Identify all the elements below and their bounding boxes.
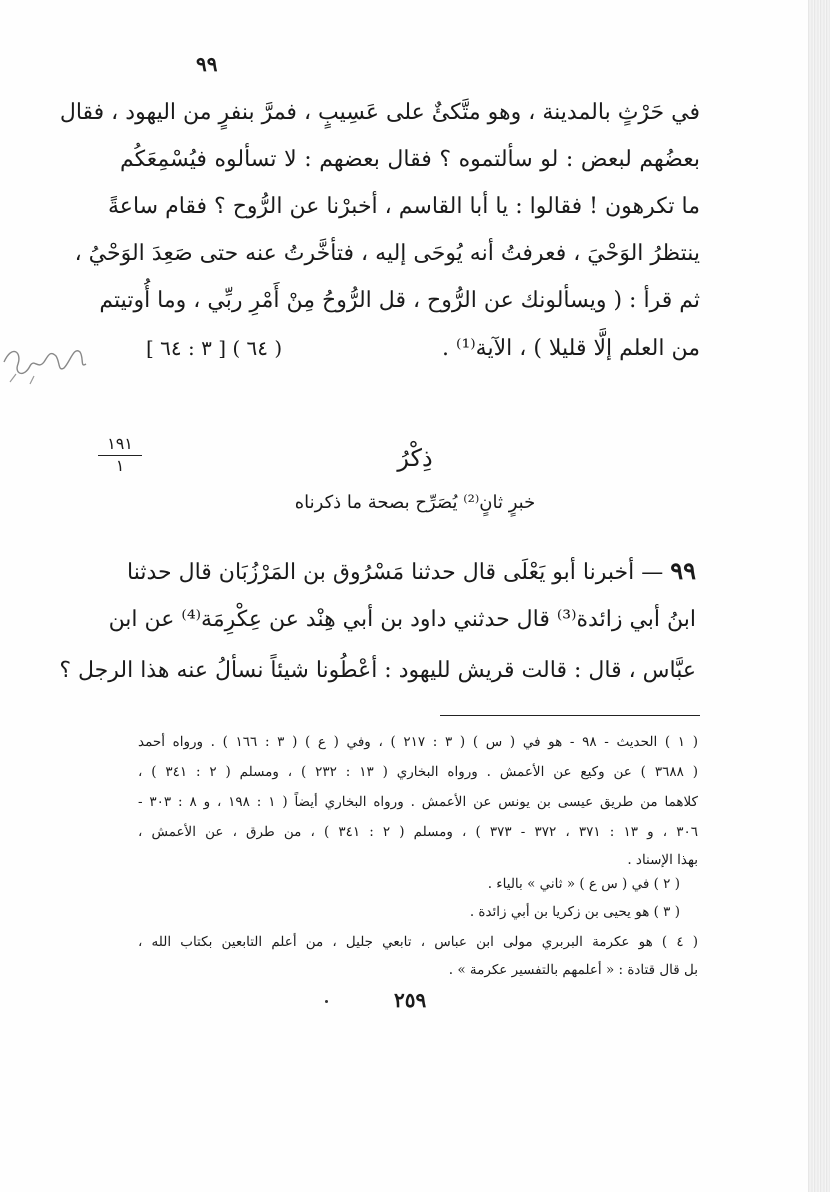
body-line: ثم قرأ : ( ويسألونك عن الرُّوح ، قل الرُّوحُ مِنْ أَمْرِ ربِّي ، وما أُوتيتم [99, 288, 700, 313]
footnote-line: ( ٢ ) في ( س ع ) « ثاني » بالياء . [487, 876, 680, 892]
verse-reference: ( ٦٤ ) [ ٣ : ٦٤ ] [146, 336, 283, 360]
hadith-line-text: — أخبرنا أبو يَعْلَى قال حدثنا مَسْرُوق بن المَرْزُبَان قال حدثنا [126, 560, 664, 585]
body-line: من العلم إلَّا قليلا ) ، الآية⁽¹⁾ . [442, 336, 700, 361]
section-subtitle: خبرٍ ثانٍ⁽²⁾ يُصَرِّح بصحة ما ذكرناه [294, 492, 536, 513]
body-line: ينتظرُ الوَحْيَ ، فعرفتُ أنه يُوحَى إليه ، فتأخَّرتُ عنه حتى صَعِدَ الوَحْيُ ، [74, 241, 700, 266]
hadith-line: عبَّاس ، قال : قالت قريش لليهود : أعْطُونا شيئاً نسألُ عنه هذا الرجل ؟ [59, 658, 696, 683]
margin-reference-bottom: ١ [115, 456, 125, 475]
footnote-line: بل قال قتادة : « أعلمهم بالتفسير عكرمة » . [448, 962, 698, 978]
footnote-line: كلاهما من طريق عيسى بن يونس عن الأعمش . ورواه البخاري أيضاً ( ١ : ١٩٨ ، و ٨ : ٣٠٣ - [138, 794, 698, 810]
footnote-line: ٣٠٦ ، و ١٣ : ٣٧١ ، ٣٧٢ - ٣٧٣ ) ، ومسلم ( ٢ : ٣٤١ ) ، من طرق ، عن الأعمش ، [138, 824, 698, 840]
hadith-number: ٩٩ [670, 556, 696, 585]
ink-dot [325, 1000, 328, 1003]
footnote-line: بهذا الإسناد . [627, 852, 698, 868]
top-page-number: ٩٩ [196, 52, 218, 76]
footnote-divider [440, 715, 700, 716]
footnote-line: ( ٣ ) هو يحيى بن زكريا بن أبي زائدة . [469, 904, 680, 920]
footnote-line: ( ١ ) الحديث - ٩٨ - هو في ( س ) ( ٣ : ٢١٧ ) ، وفي ( ع ) ( ٣ : ١٦٦ ) . ورواه أحمد [138, 734, 698, 750]
footnote-line: ( ٤ ) هو عكرمة البربري مولى ابن عباس ، تابعي جليل ، من أعلم التابعين بكتاب الله ، [138, 934, 698, 950]
bottom-page-number: ٢٥٩ [394, 988, 427, 1012]
body-line: في حَرْثٍ بالمدينة ، وهو متَّكئٌ على عَسِيبٍ ، فمرَّ بنفرٍ من اليهود ، فقال [59, 100, 700, 125]
footnote-line: ( ٣٦٨٨ ) عن وكيع عن الأعمش . ورواه البخاري ( ١٣ : ٢٣٢ ) ، ومسلم ( ٢ : ٣٤١ ) ، [138, 764, 698, 780]
hadith-line-first [126, 556, 696, 585]
margin-reference-top: ١٩١ [98, 434, 142, 456]
page-edge-shadow [808, 0, 830, 1192]
body-line: بعضُهم لبعض : لو سألتموه ؟ فقال بعضهم : لا تسألوه فيُسْمِعَكُم [120, 147, 700, 172]
handwritten-scribble-icon [0, 322, 92, 402]
hadith-line: ابنُ أبي زائدة⁽³⁾ قال حدثني داود بن أبي هِنْد عن عِكْرِمَة⁽⁴⁾ عن ابن [108, 607, 696, 632]
section-title: ذِكْرُ [397, 444, 433, 472]
body-line: ما تكرهون ! فقالوا : يا أبا القاسم ، أخبرْنا عن الرُّوح ؟ فقام ساعةً [108, 194, 700, 219]
